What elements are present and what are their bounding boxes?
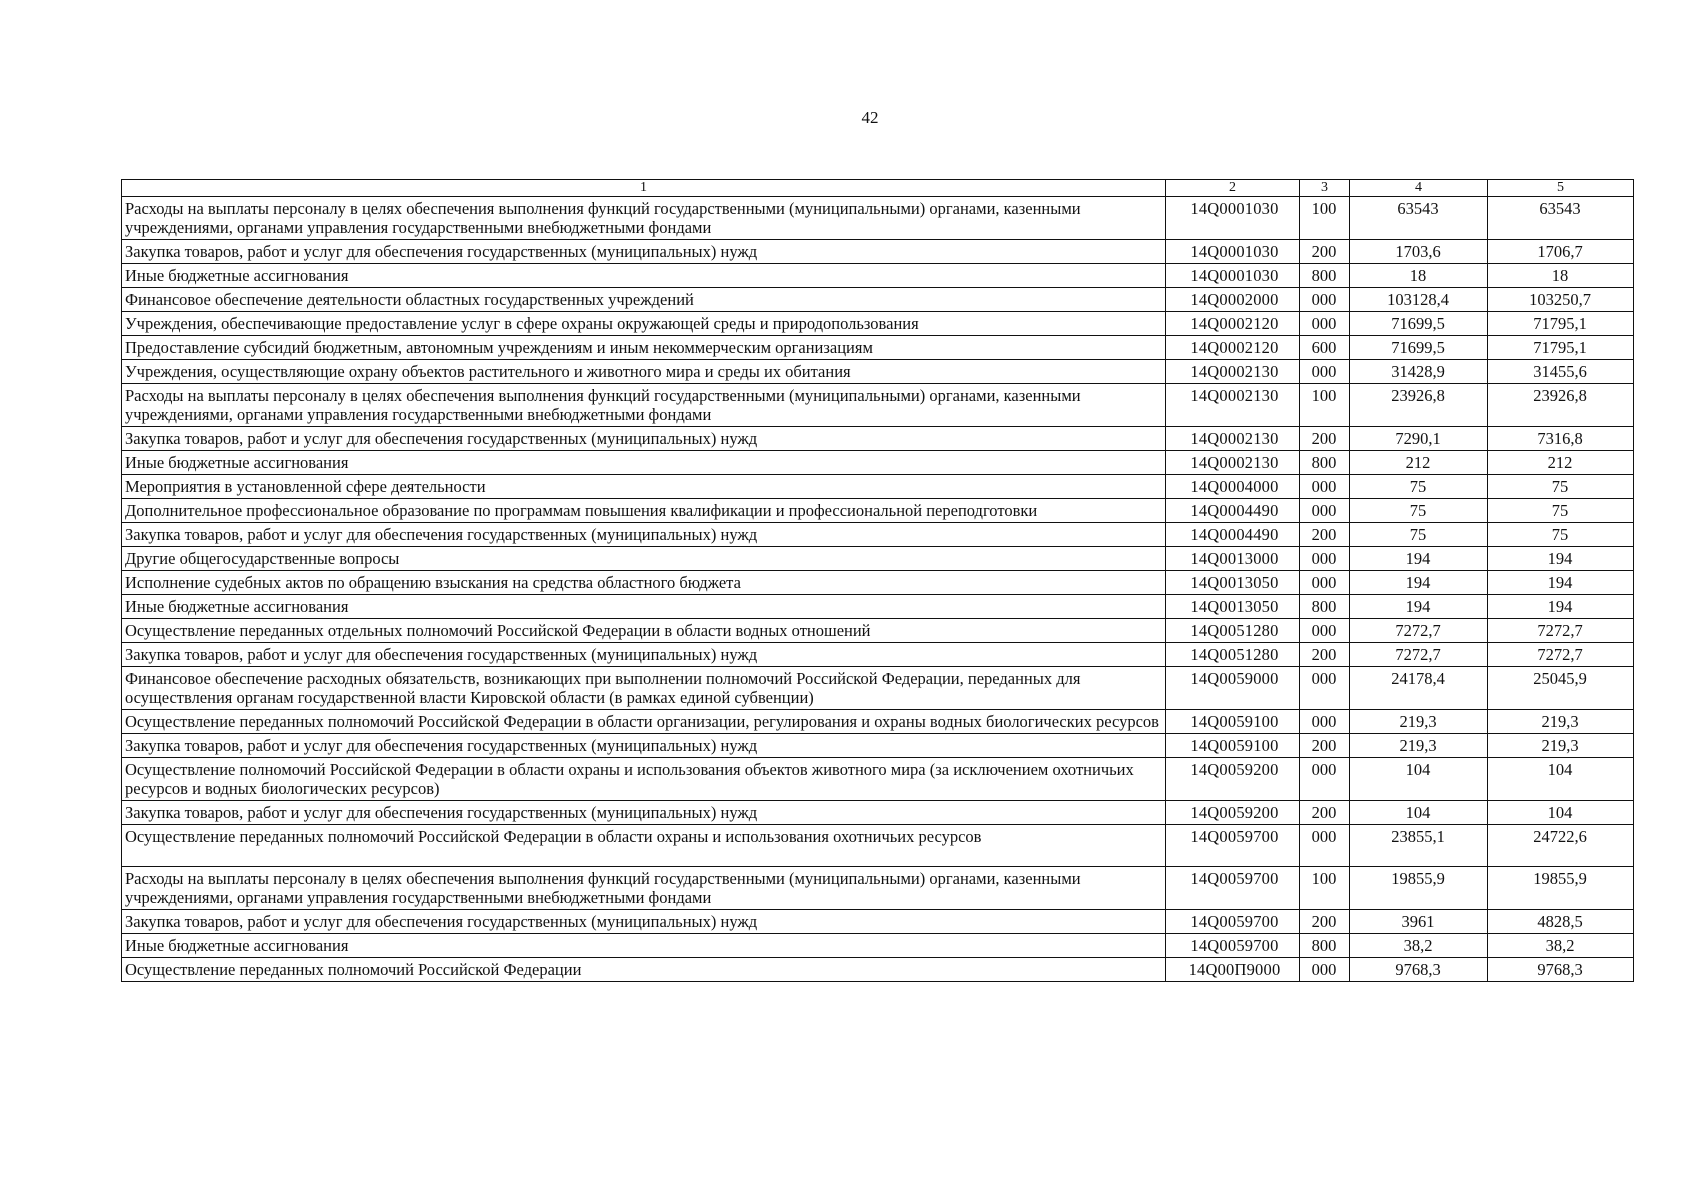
expenditure-name-cell: Закупка товаров, работ и услуг для обеспечения государственных (муниципальных) нужд [122, 427, 1166, 451]
expenditure-name-cell: Осуществление переданных отдельных полномочий Российской Федерации в области водных отношений [122, 619, 1166, 643]
amount-year-2-cell: 219,3 [1488, 710, 1634, 734]
table-row [122, 934, 1634, 958]
expense-type-cell: 200 [1300, 801, 1350, 825]
amount-year-1-cell: 7272,7 [1350, 619, 1488, 643]
expenditure-name-cell: Расходы на выплаты персоналу в целях обеспечения выполнения функций государственными (муниципальными) органами, казенными учреждениями, органами управления государственными внебюджетными фондами [122, 384, 1166, 427]
target-code-cell: 14Q0002130 [1166, 360, 1300, 384]
target-code-cell: 14Q0059100 [1166, 710, 1300, 734]
target-code-cell: 14Q0013050 [1166, 571, 1300, 595]
table-row [122, 427, 1634, 451]
amount-year-1-cell: 38,2 [1350, 934, 1488, 958]
target-code-cell: 14Q0051280 [1166, 643, 1300, 667]
expenditure-name-cell: Расходы на выплаты персоналу в целях обеспечения выполнения функций государственными (муниципальными) органами, казенными учреждениями, органами управления государственными внебюджетными фондами [122, 867, 1166, 910]
amount-year-2-cell: 194 [1488, 547, 1634, 571]
amount-year-2-cell: 212 [1488, 451, 1634, 475]
expense-type-cell: 000 [1300, 619, 1350, 643]
header-col-5: 5 [1488, 180, 1634, 197]
target-code-cell: 14Q0013050 [1166, 595, 1300, 619]
target-code-cell: 14Q0002120 [1166, 312, 1300, 336]
amount-year-1-cell: 24178,4 [1350, 667, 1488, 710]
amount-year-2-cell: 104 [1488, 801, 1634, 825]
expense-type-cell: 800 [1300, 595, 1350, 619]
header-col-3: 3 [1300, 180, 1350, 197]
table-row [122, 619, 1634, 643]
amount-year-2-cell: 38,2 [1488, 934, 1634, 958]
table-row [122, 710, 1634, 734]
table-row [122, 451, 1634, 475]
table-row [122, 240, 1634, 264]
amount-year-2-cell: 219,3 [1488, 734, 1634, 758]
expenditure-name-cell: Мероприятия в установленной сфере деятельности [122, 475, 1166, 499]
expense-type-cell: 000 [1300, 710, 1350, 734]
table-row [122, 336, 1634, 360]
amount-year-1-cell: 7290,1 [1350, 427, 1488, 451]
expense-type-cell: 000 [1300, 312, 1350, 336]
table-row [122, 643, 1634, 667]
table-row [122, 197, 1634, 240]
amount-year-2-cell: 194 [1488, 571, 1634, 595]
expenditure-name-cell: Исполнение судебных актов по обращению взыскания на средства областного бюджета [122, 571, 1166, 595]
target-code-cell: 14Q0059700 [1166, 825, 1300, 867]
expense-type-cell: 000 [1300, 571, 1350, 595]
amount-year-2-cell: 75 [1488, 523, 1634, 547]
amount-year-2-cell: 75 [1488, 475, 1634, 499]
table-body [122, 197, 1634, 982]
target-code-cell: 14Q0059700 [1166, 910, 1300, 934]
amount-year-1-cell: 75 [1350, 523, 1488, 547]
table-row [122, 958, 1634, 982]
target-code-cell: 14Q0004490 [1166, 499, 1300, 523]
table-row [122, 312, 1634, 336]
amount-year-1-cell: 31428,9 [1350, 360, 1488, 384]
amount-year-1-cell: 219,3 [1350, 710, 1488, 734]
amount-year-1-cell: 9768,3 [1350, 958, 1488, 982]
expenditure-name-cell: Закупка товаров, работ и услуг для обеспечения государственных (муниципальных) нужд [122, 910, 1166, 934]
page-number: 42 [861, 108, 879, 127]
amount-year-2-cell: 9768,3 [1488, 958, 1634, 982]
expense-type-cell: 800 [1300, 934, 1350, 958]
amount-year-2-cell: 19855,9 [1488, 867, 1634, 910]
target-code-cell: 14Q0059700 [1166, 934, 1300, 958]
budget-table [121, 179, 1634, 982]
amount-year-1-cell: 104 [1350, 758, 1488, 801]
expense-type-cell: 200 [1300, 734, 1350, 758]
target-code-cell: 14Q0051280 [1166, 619, 1300, 643]
expense-type-cell: 100 [1300, 197, 1350, 240]
table-row [122, 547, 1634, 571]
expenditure-name-cell: Учреждения, осуществляющие охрану объектов растительного и животного мира и среды их обитания [122, 360, 1166, 384]
amount-year-1-cell: 212 [1350, 451, 1488, 475]
table-row [122, 288, 1634, 312]
expenditure-name-cell: Иные бюджетные ассигнования [122, 934, 1166, 958]
target-code-cell: 14Q00П9000 [1166, 958, 1300, 982]
target-code-cell: 14Q0013000 [1166, 547, 1300, 571]
expense-type-cell: 000 [1300, 758, 1350, 801]
header-row [122, 180, 1634, 197]
amount-year-1-cell: 104 [1350, 801, 1488, 825]
amount-year-1-cell: 19855,9 [1350, 867, 1488, 910]
expenditure-name-cell: Дополнительное профессиональное образование по программам повышения квалификации и профессиональной переподготовки [122, 499, 1166, 523]
target-code-cell: 14Q0059200 [1166, 758, 1300, 801]
table-row [122, 475, 1634, 499]
target-code-cell: 14Q0002130 [1166, 384, 1300, 427]
target-code-cell: 14Q0002120 [1166, 336, 1300, 360]
expenditure-name-cell: Закупка товаров, работ и услуг для обеспечения государственных (муниципальных) нужд [122, 643, 1166, 667]
expenditure-name-cell: Иные бюджетные ассигнования [122, 451, 1166, 475]
expense-type-cell: 000 [1300, 475, 1350, 499]
expense-type-cell: 200 [1300, 523, 1350, 547]
target-code-cell: 14Q0001030 [1166, 240, 1300, 264]
expense-type-cell: 200 [1300, 427, 1350, 451]
amount-year-1-cell: 63543 [1350, 197, 1488, 240]
target-code-cell: 14Q0002000 [1166, 288, 1300, 312]
amount-year-2-cell: 71795,1 [1488, 312, 1634, 336]
header-col-4: 4 [1350, 180, 1488, 197]
amount-year-1-cell: 194 [1350, 595, 1488, 619]
expenditure-name-cell: Осуществление полномочий Российской Федерации в области охраны и использования объектов животного мира (за исключением охотничьих ресурсов и водных биологических ресурсов) [122, 758, 1166, 801]
expenditure-name-cell: Предоставление субсидий бюджетным, автономным учреждениям и иным некоммерческим организациям [122, 336, 1166, 360]
amount-year-2-cell: 103250,7 [1488, 288, 1634, 312]
target-code-cell: 14Q0059200 [1166, 801, 1300, 825]
expenditure-name-cell: Осуществление переданных полномочий Российской Федерации в области организации, регулирования и охраны водных биологических ресурсов [122, 710, 1166, 734]
table-row [122, 499, 1634, 523]
expense-type-cell: 000 [1300, 958, 1350, 982]
expense-type-cell: 800 [1300, 264, 1350, 288]
expense-type-cell: 000 [1300, 360, 1350, 384]
amount-year-2-cell: 31455,6 [1488, 360, 1634, 384]
target-code-cell: 14Q0004000 [1166, 475, 1300, 499]
expenditure-name-cell: Закупка товаров, работ и услуг для обеспечения государственных (муниципальных) нужд [122, 734, 1166, 758]
target-code-cell: 14Q0059000 [1166, 667, 1300, 710]
expense-type-cell: 000 [1300, 288, 1350, 312]
expense-type-cell: 000 [1300, 499, 1350, 523]
expense-type-cell: 600 [1300, 336, 1350, 360]
amount-year-1-cell: 7272,7 [1350, 643, 1488, 667]
expenditure-name-cell: Закупка товаров, работ и услуг для обеспечения государственных (муниципальных) нужд [122, 240, 1166, 264]
header-col-2: 2 [1166, 180, 1300, 197]
table-row [122, 734, 1634, 758]
expense-type-cell: 200 [1300, 910, 1350, 934]
amount-year-1-cell: 18 [1350, 264, 1488, 288]
expense-type-cell: 100 [1300, 384, 1350, 427]
target-code-cell: 14Q0001030 [1166, 197, 1300, 240]
table-row [122, 595, 1634, 619]
amount-year-2-cell: 104 [1488, 758, 1634, 801]
expenditure-name-cell: Закупка товаров, работ и услуг для обеспечения государственных (муниципальных) нужд [122, 801, 1166, 825]
amount-year-2-cell: 194 [1488, 595, 1634, 619]
expense-type-cell: 100 [1300, 867, 1350, 910]
table-row [122, 910, 1634, 934]
amount-year-2-cell: 7316,8 [1488, 427, 1634, 451]
amount-year-1-cell: 71699,5 [1350, 312, 1488, 336]
expenditure-name-cell: Расходы на выплаты персоналу в целях обеспечения выполнения функций государственными (муниципальными) органами, казенными учреждениями, органами управления государственными внебюджетными фондами [122, 197, 1166, 240]
table-row [122, 825, 1634, 867]
table-row [122, 264, 1634, 288]
amount-year-2-cell: 18 [1488, 264, 1634, 288]
expenditure-name-cell: Финансовое обеспечение деятельности областных государственных учреждений [122, 288, 1166, 312]
amount-year-2-cell: 7272,7 [1488, 643, 1634, 667]
amount-year-1-cell: 3961 [1350, 910, 1488, 934]
amount-year-1-cell: 75 [1350, 499, 1488, 523]
amount-year-1-cell: 71699,5 [1350, 336, 1488, 360]
target-code-cell: 14Q0001030 [1166, 264, 1300, 288]
amount-year-1-cell: 23855,1 [1350, 825, 1488, 867]
amount-year-1-cell: 194 [1350, 571, 1488, 595]
amount-year-1-cell: 103128,4 [1350, 288, 1488, 312]
amount-year-1-cell: 1703,6 [1350, 240, 1488, 264]
expenditure-name-cell: Учреждения, обеспечивающие предоставление услуг в сфере охраны окружающей среды и природопользования [122, 312, 1166, 336]
amount-year-1-cell: 23926,8 [1350, 384, 1488, 427]
table-header [122, 180, 1634, 197]
target-code-cell: 14Q0059700 [1166, 867, 1300, 910]
table-row [122, 571, 1634, 595]
expense-type-cell: 000 [1300, 667, 1350, 710]
table-row [122, 867, 1634, 910]
expenditure-name-cell: Иные бюджетные ассигнования [122, 595, 1166, 619]
amount-year-2-cell: 75 [1488, 499, 1634, 523]
amount-year-2-cell: 4828,5 [1488, 910, 1634, 934]
expense-type-cell: 200 [1300, 643, 1350, 667]
amount-year-2-cell: 7272,7 [1488, 619, 1634, 643]
expenditure-name-cell: Осуществление переданных полномочий Российской Федерации [122, 958, 1166, 982]
expenditure-name-cell: Осуществление переданных полномочий Российской Федерации в области охраны и использования охотничьих ресурсов [122, 825, 1166, 867]
target-code-cell: 14Q0002130 [1166, 451, 1300, 475]
expense-type-cell: 000 [1300, 547, 1350, 571]
header-col-1: 1 [122, 180, 1166, 197]
expense-type-cell: 000 [1300, 825, 1350, 867]
amount-year-2-cell: 63543 [1488, 197, 1634, 240]
target-code-cell: 14Q0059100 [1166, 734, 1300, 758]
amount-year-2-cell: 23926,8 [1488, 384, 1634, 427]
table-row [122, 360, 1634, 384]
expense-type-cell: 200 [1300, 240, 1350, 264]
table-row [122, 384, 1634, 427]
amount-year-2-cell: 25045,9 [1488, 667, 1634, 710]
amount-year-2-cell: 71795,1 [1488, 336, 1634, 360]
amount-year-2-cell: 1706,7 [1488, 240, 1634, 264]
amount-year-1-cell: 194 [1350, 547, 1488, 571]
expense-type-cell: 800 [1300, 451, 1350, 475]
expenditure-name-cell: Финансовое обеспечение расходных обязательств, возникающих при выполнении полномочий Российской Федерации, переданных для осуществления органам государственной власти Кировской области (в рамках единой субвенции) [122, 667, 1166, 710]
amount-year-1-cell: 75 [1350, 475, 1488, 499]
table-row [122, 758, 1634, 801]
expenditure-name-cell: Закупка товаров, работ и услуг для обеспечения государственных (муниципальных) нужд [122, 523, 1166, 547]
amount-year-2-cell: 24722,6 [1488, 825, 1634, 867]
table-row [122, 523, 1634, 547]
expenditure-name-cell: Иные бюджетные ассигнования [122, 264, 1166, 288]
target-code-cell: 14Q0002130 [1166, 427, 1300, 451]
expenditure-name-cell: Другие общегосударственные вопросы [122, 547, 1166, 571]
amount-year-1-cell: 219,3 [1350, 734, 1488, 758]
table-row [122, 801, 1634, 825]
target-code-cell: 14Q0004490 [1166, 523, 1300, 547]
table-row [122, 667, 1634, 710]
